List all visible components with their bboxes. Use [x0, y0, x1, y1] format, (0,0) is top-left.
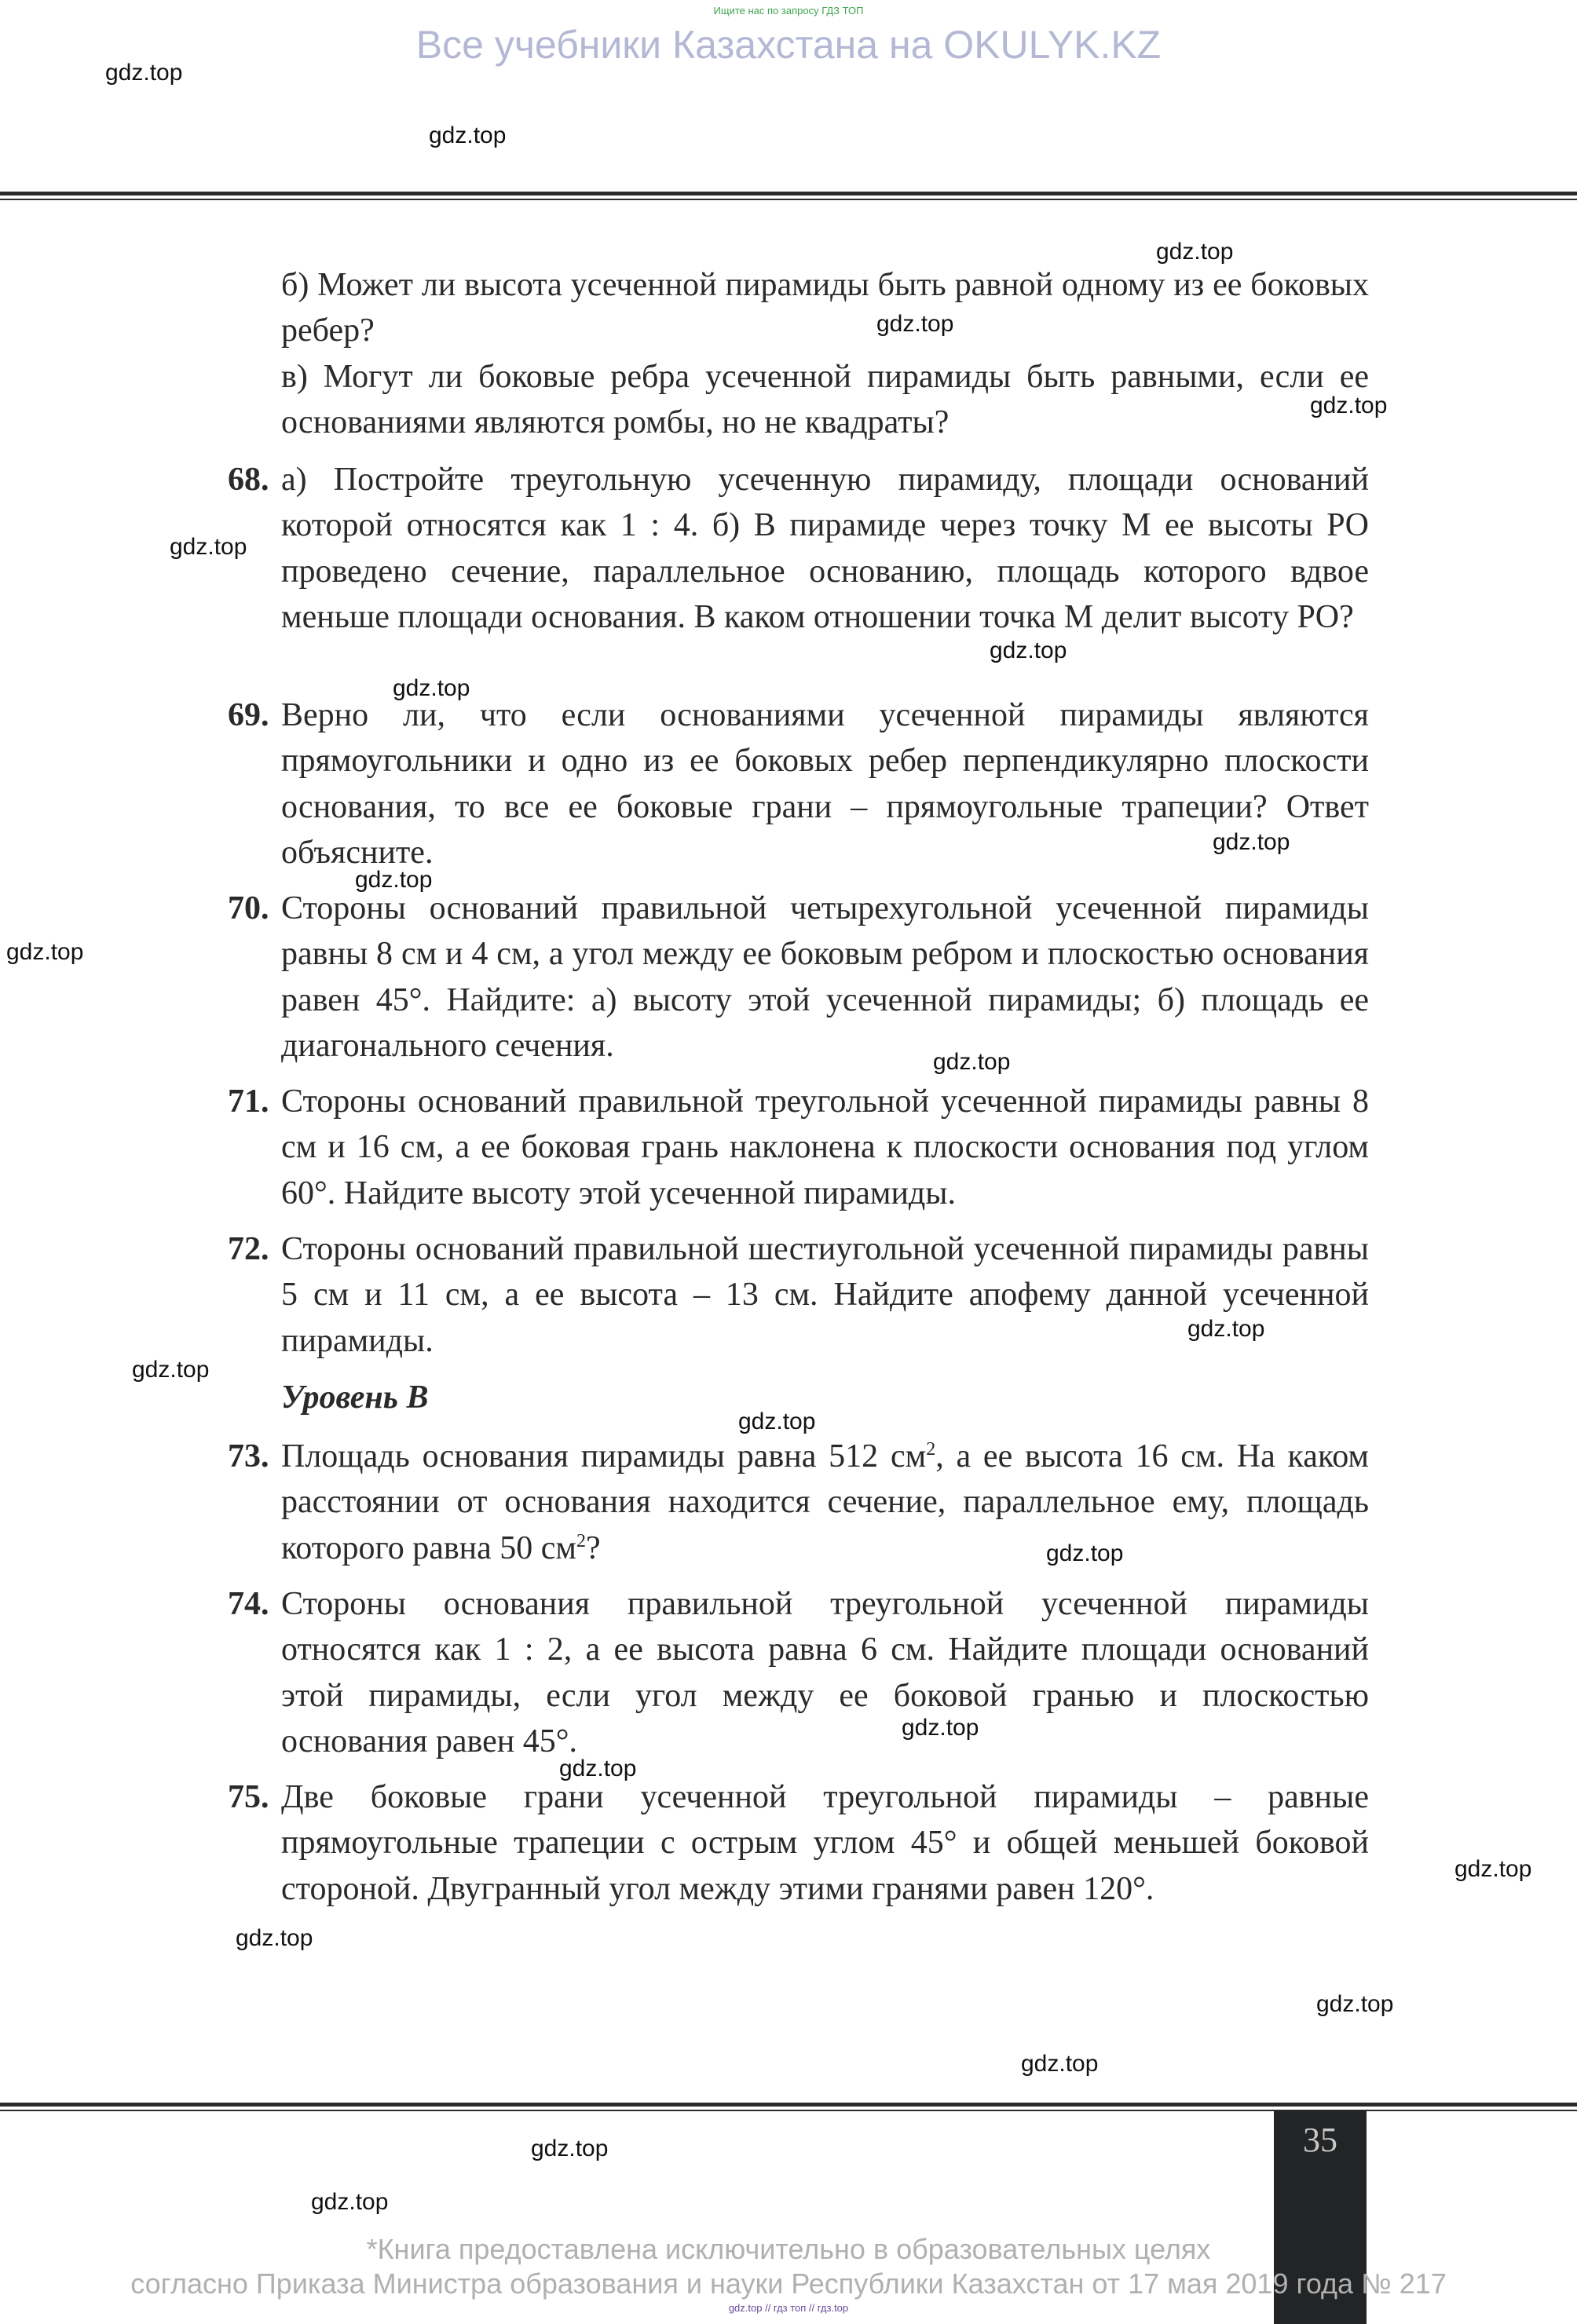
- watermark: gdz.top: [355, 867, 433, 893]
- problem-text: Стороны оснований правильной треугольной усеченной пирамиды равны 8 см и 16 см, а ее боковая грань наклонена к плоскости основания под углом 60°. Найдите высоту этой усеченной пирамиды.: [281, 1083, 1369, 1211]
- problem-70: [228, 886, 1369, 1069]
- watermark: gdz.top: [1046, 1540, 1124, 1566]
- text-part: Площадь основания пирамиды равна 512 см: [281, 1438, 927, 1474]
- watermark: gdz.top: [559, 1756, 637, 1781]
- problem-number: 68.: [228, 462, 269, 498]
- problem-69: [228, 692, 1369, 876]
- watermark: gdz.top: [1316, 1991, 1394, 2017]
- header-rule: [0, 192, 1577, 195]
- watermark: gdz.top: [429, 122, 507, 148]
- header-rule-thin: [0, 199, 1577, 200]
- footer-disclaimer-line1: *Книга предоставлена исключительно в образовательных целях: [366, 2233, 1211, 2265]
- watermark: gdz.top: [990, 638, 1067, 663]
- problem-75: [228, 1774, 1369, 1912]
- top-note: Ищите нас по запросу ГДЗ ТОП: [713, 5, 864, 16]
- watermark: gdz.top: [902, 1715, 979, 1741]
- problem-text: [281, 1434, 1369, 1571]
- question-v: в) Могут ли боковые ребра усеченной пирамиды быть равными, если ее основаниями являются ромбы, но не квадраты?: [281, 359, 1369, 441]
- watermark: gdz.top: [1156, 239, 1234, 265]
- watermark: gdz.top: [132, 1357, 210, 1383]
- site-banner[interactable]: Все учебники Казахстана на OKULYK.KZ: [415, 23, 1162, 67]
- watermark: gdz.top: [393, 675, 470, 701]
- problem-number: 75.: [228, 1779, 269, 1815]
- question-b: б) Может ли высота усеченной пирамиды быть равной одному из ее боковых ребер?: [281, 267, 1369, 349]
- watermark: gdz.top: [1310, 393, 1388, 418]
- watermark: gdz.top: [1187, 1316, 1265, 1342]
- watermark: gdz.top: [311, 2189, 389, 2215]
- watermark: gdz.top: [1021, 2051, 1099, 2077]
- page-number: 35: [1303, 2121, 1337, 2159]
- problem-number: 73.: [228, 1438, 269, 1474]
- problem-number: 72.: [228, 1231, 269, 1267]
- problem-71: [228, 1079, 1369, 1216]
- footer-disclaimer-line2: согласно Приказа Министра образования и науки Республики Казахстан от 17 мая 2019 года № 217: [130, 2267, 1447, 2300]
- watermark: gdz.top: [933, 1049, 1011, 1075]
- problem-number: 70.: [228, 890, 269, 926]
- watermark: gdz.top: [170, 534, 247, 560]
- watermark: gdz.top: [1454, 1856, 1532, 1882]
- problem-number: 74.: [228, 1586, 269, 1622]
- watermark: gdz.top: [1213, 829, 1290, 855]
- watermark: gdz.top: [6, 939, 84, 965]
- problem-number: 71.: [228, 1083, 269, 1120]
- level-heading: Уровень B: [281, 1379, 429, 1416]
- problem-text: Стороны основания правильной треугольной усеченной пирамиды относятся как 1 : 2, а ее высота равна 6 см. Найдите площади оснований этой пирамиды, если угол между ее боковой гранью и плоскостью основания равен 45°.: [281, 1586, 1369, 1760]
- problem-text: Стороны оснований правильной четырехугольной усеченной пирамиды равны 8 см и 4 см, а угол между ее боковым ребром и плоскостью основания равен 45°. Найдите: а) высоту этой усеченной пирамиды; б) площадь ее диагонального сечения.: [281, 890, 1369, 1065]
- watermark: gdz.top: [876, 311, 954, 337]
- problem-68: [228, 457, 1369, 641]
- footer-rule: [0, 2103, 1577, 2107]
- problem-text: Верно ли, что если основаниями усеченной пирамиды являются прямоугольники и одно из ее боковых ребер перпендикулярно плоскости основания, то все ее боковые грани – прямоугольные трапеции? Ответ объясните.: [281, 697, 1369, 872]
- watermark: gdz.top: [236, 1925, 313, 1951]
- problem-73: [228, 1434, 1369, 1571]
- superscript: 2: [576, 1530, 587, 1551]
- text-part: , а ее высота 16 см. На каком расстоянии от основания находится сечение, параллельное ему, площадь которого равна 50 см: [281, 1438, 1369, 1566]
- problem-74: [228, 1581, 1369, 1765]
- problem-text: Две боковые грани усеченной треугольной пирамиды – равные прямоугольные трапеции с острым углом 45° и общей меньшей боковой стороной. Двугранный угол между этими гранями равен 120°.: [281, 1779, 1369, 1907]
- bottom-note: gdz.top // гдз топ // гдз.top: [728, 2302, 849, 2314]
- superscript: 2: [926, 1439, 936, 1460]
- problem-text: а) Постройте треугольную усеченную пирамиду, площади оснований которой относятся как 1 : 4. б) В пирамиде через точку M ее высоты PO проведено сечение, параллельное основанию, площадь которого вдвое меньше площади основания. В каком отношении точка M делит высоту PO?: [281, 462, 1369, 636]
- watermark: gdz.top: [105, 60, 183, 86]
- watermark: gdz.top: [738, 1409, 816, 1434]
- watermark: gdz.top: [531, 2136, 609, 2161]
- problem-text: Стороны оснований правильной шестиугольной усеченной пирамиды равны 5 см и 11 см, а ее высота – 13 см. Найдите апофему данной усеченной пирамиды.: [281, 1231, 1369, 1359]
- problem-72: [228, 1226, 1369, 1364]
- text-part: ?: [586, 1529, 601, 1566]
- problem-number: 69.: [228, 697, 269, 733]
